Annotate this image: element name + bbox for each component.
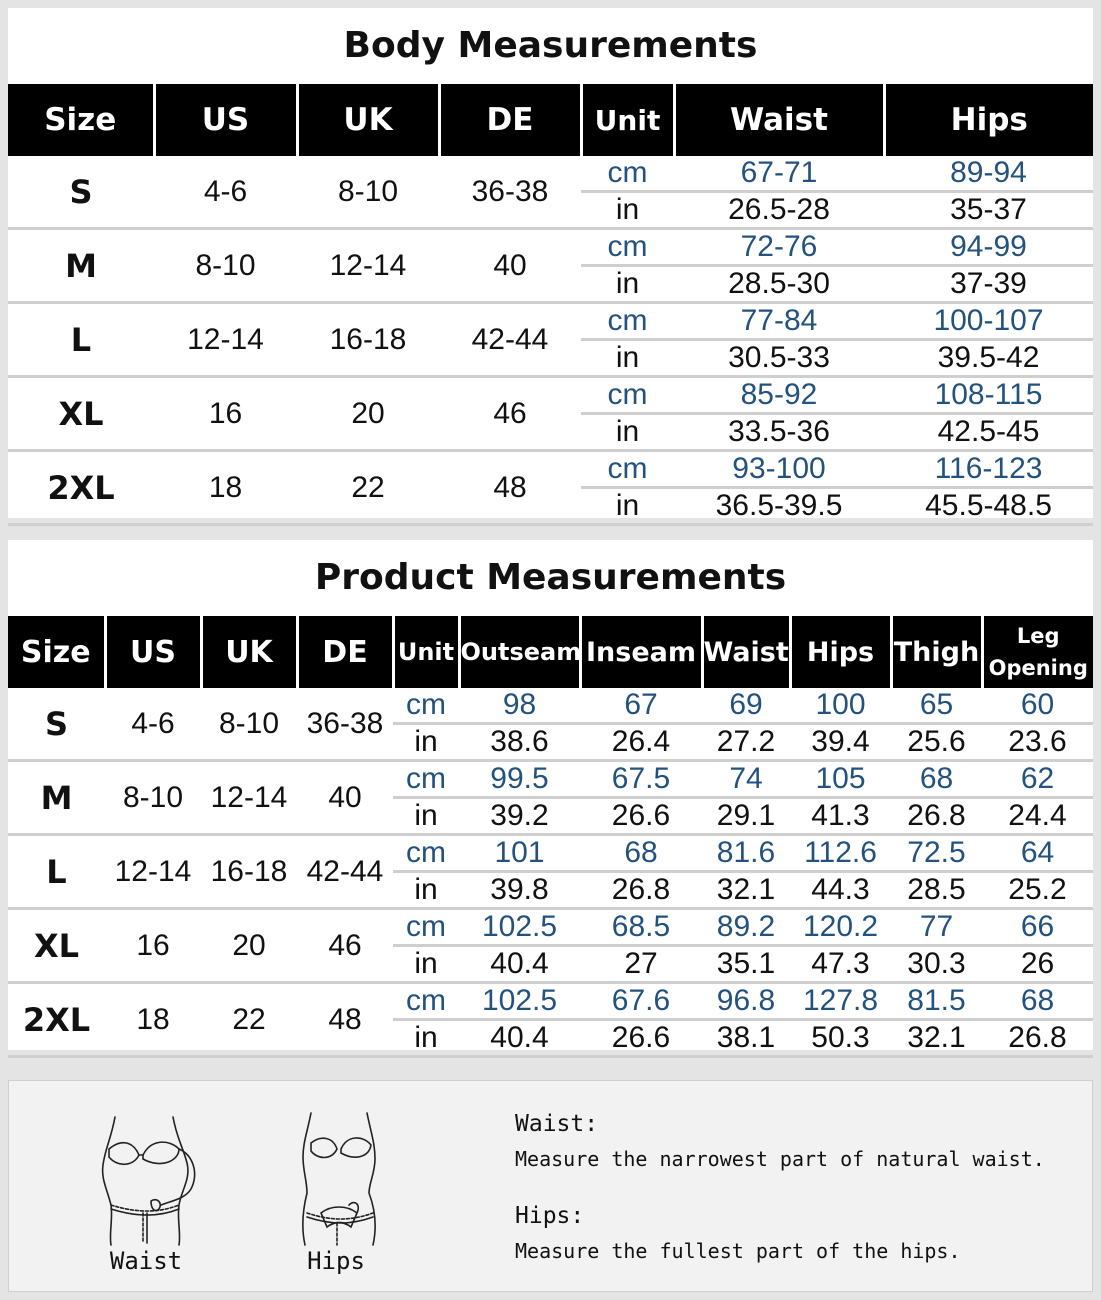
table-row-cm: [8, 688, 1093, 724]
us-cell: 16: [105, 909, 201, 983]
table-row-cm: [8, 451, 1093, 488]
unit-cell: in: [581, 266, 674, 303]
uk-cell: 8-10: [201, 688, 297, 761]
header-waist: Waist: [674, 84, 884, 156]
de-cell: 36-38: [297, 688, 393, 761]
value-cell: 27.2: [702, 724, 790, 761]
header-unit: Unit: [581, 84, 674, 156]
value-cell: 68: [580, 835, 702, 872]
value-cell: 26.8: [580, 872, 702, 909]
value-cell: 72.5: [891, 835, 982, 872]
value-cell: 39.2: [459, 798, 580, 835]
unit-cell: cm: [581, 377, 674, 414]
product-measurements-panel: [8, 540, 1093, 1054]
hips-figure-label: Hips: [307, 1247, 365, 1275]
hips-figure-icon: [271, 1109, 401, 1249]
value-cell: 39.4: [790, 724, 891, 761]
size-cell: M: [8, 229, 154, 303]
table-row-cm: [8, 983, 1093, 1020]
table-row-cm: [8, 909, 1093, 946]
de-cell: 40: [297, 761, 393, 835]
header-hips: Hips: [790, 616, 891, 688]
value-cell: 60: [982, 688, 1093, 724]
value-cell: 25.2: [982, 872, 1093, 909]
size-cell: M: [8, 761, 105, 835]
value-cell: 68.5: [580, 909, 702, 946]
header-us: US: [154, 84, 297, 156]
table-row-cm: [8, 303, 1093, 340]
de-cell: 40: [439, 229, 581, 303]
value-cell: 85-92: [674, 377, 884, 414]
de-cell: 42-44: [297, 835, 393, 909]
header-outseam: Outseam: [459, 616, 580, 688]
value-cell: 77-84: [674, 303, 884, 340]
table-row-cm: [8, 835, 1093, 872]
value-cell: 26.6: [580, 1020, 702, 1057]
us-cell: 18: [154, 451, 297, 525]
value-cell: 30.5-33: [674, 340, 884, 377]
body-measurements-panel: [8, 8, 1093, 522]
uk-cell: 16-18: [297, 303, 439, 377]
table-row-cm: [8, 761, 1093, 798]
header-us: US: [105, 616, 201, 688]
value-cell: 37-39: [884, 266, 1093, 303]
de-cell: 48: [297, 983, 393, 1057]
size-cell: 2XL: [8, 451, 154, 525]
value-cell: 39.8: [459, 872, 580, 909]
us-cell: 16: [154, 377, 297, 451]
uk-cell: 8-10: [297, 156, 439, 229]
de-cell: 46: [297, 909, 393, 983]
value-cell: 72-76: [674, 229, 884, 266]
value-cell: 66: [982, 909, 1093, 946]
value-cell: 100: [790, 688, 891, 724]
value-cell: 68: [891, 761, 982, 798]
value-cell: 100-107: [884, 303, 1093, 340]
us-cell: 12-14: [105, 835, 201, 909]
value-cell: 38.6: [459, 724, 580, 761]
value-cell: 40.4: [459, 1020, 580, 1057]
value-cell: 28.5: [891, 872, 982, 909]
size-cell: L: [8, 835, 105, 909]
size-cell: S: [8, 156, 154, 229]
value-cell: 28.5-30: [674, 266, 884, 303]
table-row-cm: [8, 377, 1093, 414]
value-cell: 42.5-45: [884, 414, 1093, 451]
value-cell: 116-123: [884, 451, 1093, 488]
de-cell: 36-38: [439, 156, 581, 229]
value-cell: 35-37: [884, 192, 1093, 229]
value-cell: 39.5-42: [884, 340, 1093, 377]
value-cell: 101: [459, 835, 580, 872]
body-measurements-title: Body Measurements: [343, 25, 758, 66]
waist-guide-title: Waist:: [515, 1111, 599, 1137]
value-cell: 102.5: [459, 909, 580, 946]
unit-cell: cm: [581, 229, 674, 266]
unit-cell: cm: [393, 835, 459, 872]
value-cell: 64: [982, 835, 1093, 872]
header-size: Size: [8, 616, 105, 688]
value-cell: 35.1: [702, 946, 790, 983]
value-cell: 94-99: [884, 229, 1093, 266]
unit-cell: cm: [393, 909, 459, 946]
value-cell: 81.6: [702, 835, 790, 872]
value-cell: 26.5-28: [674, 192, 884, 229]
table-row-cm: [8, 229, 1093, 266]
header-uk: UK: [201, 616, 297, 688]
unit-cell: in: [581, 192, 674, 229]
unit-cell: in: [393, 1020, 459, 1057]
de-cell: 48: [439, 451, 581, 525]
uk-cell: 12-14: [297, 229, 439, 303]
value-cell: 112.6: [790, 835, 891, 872]
size-cell: L: [8, 303, 154, 377]
value-cell: 105: [790, 761, 891, 798]
unit-cell: in: [393, 724, 459, 761]
header-leg-opening: [982, 616, 1093, 688]
size-cell: S: [8, 688, 105, 761]
value-cell: 38.1: [702, 1020, 790, 1057]
unit-cell: in: [393, 872, 459, 909]
value-cell: 102.5: [459, 983, 580, 1020]
table-header-row: [8, 84, 1093, 156]
table-row-cm: [8, 156, 1093, 192]
value-cell: 93-100: [674, 451, 884, 488]
unit-cell: in: [581, 488, 674, 525]
unit-cell: in: [393, 798, 459, 835]
header-size: Size: [8, 84, 154, 156]
us-cell: 8-10: [105, 761, 201, 835]
table-header-row: [8, 616, 1093, 688]
value-cell: 40.4: [459, 946, 580, 983]
header-thigh: Thigh: [891, 616, 982, 688]
value-cell: 99.5: [459, 761, 580, 798]
unit-cell: cm: [581, 156, 674, 192]
header-hips: Hips: [884, 84, 1093, 156]
waist-guide-text: Measure the narrowest part of natural waist.: [515, 1147, 1045, 1171]
waist-figure-icon: [81, 1109, 211, 1249]
header-waist: Waist: [702, 616, 790, 688]
uk-cell: 20: [201, 909, 297, 983]
value-cell: 81.5: [891, 983, 982, 1020]
value-cell: 96.8: [702, 983, 790, 1020]
value-cell: 98: [459, 688, 580, 724]
product-measurements-table: [8, 616, 1093, 1058]
value-cell: 30.3: [891, 946, 982, 983]
de-cell: 46: [439, 377, 581, 451]
value-cell: 32.1: [891, 1020, 982, 1057]
header-de: DE: [439, 84, 581, 156]
value-cell: 26.8: [982, 1020, 1093, 1057]
unit-cell: cm: [393, 983, 459, 1020]
value-cell: 69: [702, 688, 790, 724]
value-cell: 67.6: [580, 983, 702, 1020]
uk-cell: 22: [297, 451, 439, 525]
unit-cell: in: [581, 414, 674, 451]
header-leg-line1: Leg: [1016, 624, 1060, 648]
value-cell: 41.3: [790, 798, 891, 835]
value-cell: 45.5-48.5: [884, 488, 1093, 525]
unit-cell: cm: [581, 303, 674, 340]
value-cell: 108-115: [884, 377, 1093, 414]
hips-guide-title: Hips:: [515, 1203, 585, 1229]
uk-cell: 20: [297, 377, 439, 451]
unit-cell: in: [393, 946, 459, 983]
value-cell: 25.6: [891, 724, 982, 761]
us-cell: 4-6: [154, 156, 297, 229]
uk-cell: 12-14: [201, 761, 297, 835]
us-cell: 12-14: [154, 303, 297, 377]
value-cell: 23.6: [982, 724, 1093, 761]
us-cell: 18: [105, 983, 201, 1057]
header-unit: Unit: [393, 616, 459, 688]
us-cell: 4-6: [105, 688, 201, 761]
size-cell: 2XL: [8, 983, 105, 1057]
measurement-guide-panel: [8, 1080, 1093, 1292]
value-cell: 26: [982, 946, 1093, 983]
value-cell: 26.6: [580, 798, 702, 835]
unit-cell: in: [581, 340, 674, 377]
unit-cell: cm: [581, 451, 674, 488]
value-cell: 26.4: [580, 724, 702, 761]
value-cell: 32.1: [702, 872, 790, 909]
de-cell: 42-44: [439, 303, 581, 377]
value-cell: 68: [982, 983, 1093, 1020]
value-cell: 33.5-36: [674, 414, 884, 451]
header-de: DE: [297, 616, 393, 688]
size-cell: XL: [8, 909, 105, 983]
size-cell: XL: [8, 377, 154, 451]
value-cell: 29.1: [702, 798, 790, 835]
value-cell: 47.3: [790, 946, 891, 983]
value-cell: 74: [702, 761, 790, 798]
header-uk: UK: [297, 84, 439, 156]
value-cell: 50.3: [790, 1020, 891, 1057]
value-cell: 27: [580, 946, 702, 983]
value-cell: 67-71: [674, 156, 884, 192]
value-cell: 24.4: [982, 798, 1093, 835]
hips-guide-text: Measure the fullest part of the hips.: [515, 1239, 961, 1263]
waist-figure-label: Waist: [109, 1247, 183, 1275]
uk-cell: 22: [201, 983, 297, 1057]
body-measurements-table: [8, 84, 1093, 526]
unit-cell: cm: [393, 688, 459, 724]
value-cell: 67: [580, 688, 702, 724]
us-cell: 8-10: [154, 229, 297, 303]
value-cell: 65: [891, 688, 982, 724]
header-inseam: Inseam: [580, 616, 702, 688]
unit-cell: cm: [393, 761, 459, 798]
uk-cell: 16-18: [201, 835, 297, 909]
value-cell: 62: [982, 761, 1093, 798]
value-cell: 77: [891, 909, 982, 946]
value-cell: 67.5: [580, 761, 702, 798]
value-cell: 89-94: [884, 156, 1093, 192]
value-cell: 44.3: [790, 872, 891, 909]
value-cell: 26.8: [891, 798, 982, 835]
product-measurements-title: Product Measurements: [314, 557, 787, 598]
value-cell: 36.5-39.5: [674, 488, 884, 525]
value-cell: 89.2: [702, 909, 790, 946]
value-cell: 120.2: [790, 909, 891, 946]
header-leg-line2: Opening: [988, 656, 1088, 680]
value-cell: 127.8: [790, 983, 891, 1020]
